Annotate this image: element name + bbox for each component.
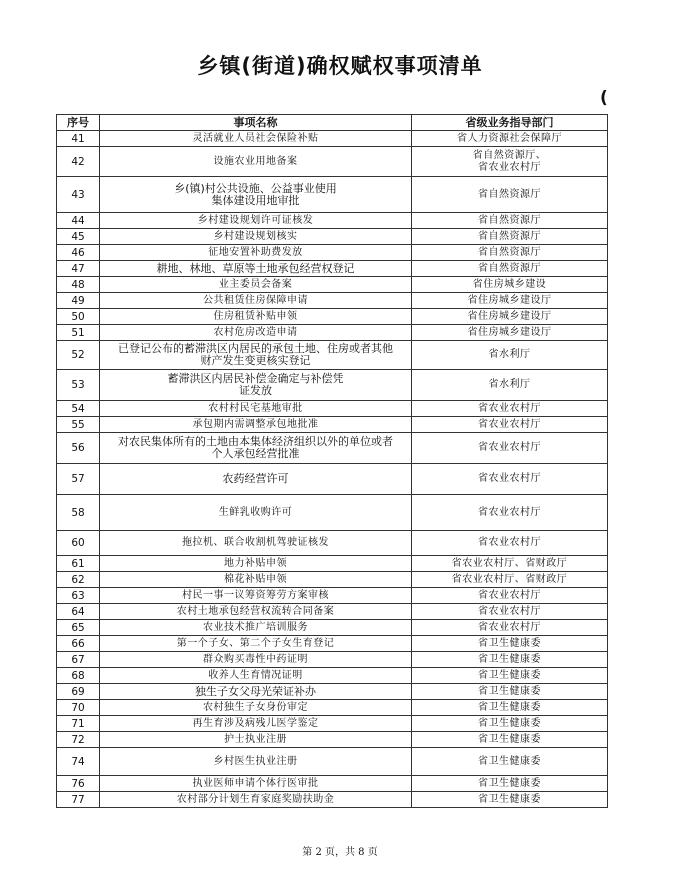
table-row	[57, 636, 608, 652]
row-item-name: 生鲜乳收购许可	[100, 495, 412, 531]
row-number: 57	[57, 464, 100, 495]
row-number: 61	[57, 556, 100, 572]
row-dept: 省农业农村厅、省财政厅	[412, 572, 608, 588]
row-dept: 省农业农村厅	[412, 495, 608, 531]
row-number: 42	[57, 147, 100, 177]
row-item-name: 对农民集体所有的土地由本集体经济组织以外的单位或者 个人承包经营批准	[100, 433, 412, 464]
row-dept: 省卫生健康委	[412, 716, 608, 732]
row-number: 64	[57, 604, 100, 620]
table-row	[57, 588, 608, 604]
row-item-name: 业主委员会备案	[100, 277, 412, 293]
row-item-name: 再生育涉及病残儿医学鉴定	[100, 716, 412, 732]
row-dept: 省水利厅	[412, 341, 608, 370]
row-dept: 省住房城乡建设	[412, 277, 608, 293]
row-dept: 省住房城乡建设厅	[412, 325, 608, 341]
row-dept: 省卫生健康委	[412, 700, 608, 716]
table-row	[57, 433, 608, 464]
row-dept: 省农业农村厅	[412, 588, 608, 604]
table-row	[57, 293, 608, 309]
table-row	[57, 495, 608, 531]
table-row	[57, 464, 608, 495]
row-number: 69	[57, 684, 100, 700]
row-item-name: 农业技术推广培训服务	[100, 620, 412, 636]
row-number: 46	[57, 245, 100, 261]
row-number: 66	[57, 636, 100, 652]
row-item-name: 独生子女父母光荣证补办	[100, 684, 412, 700]
row-number: 71	[57, 716, 100, 732]
row-dept: 省自然资源厅	[412, 229, 608, 245]
row-item-name: 乡(镇)村公共设施、公益事业使用 集体建设用地审批	[100, 177, 412, 213]
header-dept: 省级业务指导部门	[412, 115, 608, 131]
row-number: 54	[57, 401, 100, 417]
table-row	[57, 604, 608, 620]
row-dept: 省自然资源厅	[412, 245, 608, 261]
items-table	[56, 114, 608, 808]
page-title: 乡镇(街道)确权赋权事项清单	[197, 54, 483, 78]
row-number: 62	[57, 572, 100, 588]
row-item-name: 征地安置补助费发放	[100, 245, 412, 261]
table-row	[57, 556, 608, 572]
row-number: 65	[57, 620, 100, 636]
row-item-name: 农村土地承包经营权流转合同备案	[100, 604, 412, 620]
table-row	[57, 792, 608, 808]
table-row	[57, 700, 608, 716]
row-item-name: 灵活就业人员社会保险补贴	[100, 131, 412, 147]
row-item-name: 蓄滞洪区内居民补偿金确定与补偿凭 证发放	[100, 370, 412, 401]
table-row	[57, 776, 608, 792]
row-number: 48	[57, 277, 100, 293]
table-row	[57, 245, 608, 261]
row-item-name: 第一个子女、第二个子女生育登记	[100, 636, 412, 652]
row-dept: 省农业农村厅、省财政厅	[412, 556, 608, 572]
row-number: 70	[57, 700, 100, 716]
row-number: 53	[57, 370, 100, 401]
row-dept: 省卫生健康委	[412, 732, 608, 748]
table-row	[57, 732, 608, 748]
row-item-name: 乡村医生执业注册	[100, 748, 412, 776]
table-row	[57, 261, 608, 277]
row-number: 43	[57, 177, 100, 213]
row-dept: 省农业农村厅	[412, 464, 608, 495]
row-number: 76	[57, 776, 100, 792]
row-number: 72	[57, 732, 100, 748]
row-dept: 省人力资源社会保障厅	[412, 131, 608, 147]
row-number: 45	[57, 229, 100, 245]
row-item-name: 农村部分计划生育家庭奖励扶助金	[100, 792, 412, 808]
row-number: 51	[57, 325, 100, 341]
row-dept: 省住房城乡建设厅	[412, 293, 608, 309]
row-dept: 省农业农村厅	[412, 531, 608, 556]
table-row	[57, 684, 608, 700]
table-row	[57, 309, 608, 325]
table-row	[57, 325, 608, 341]
row-item-name: 拖拉机、联合收割机驾驶证核发	[100, 531, 412, 556]
table-row	[57, 748, 608, 776]
row-number: 74	[57, 748, 100, 776]
row-number: 50	[57, 309, 100, 325]
row-item-name: 公共租赁住房保障申请	[100, 293, 412, 309]
row-number: 55	[57, 417, 100, 433]
row-dept: 省卫生健康委	[412, 748, 608, 776]
table-row	[57, 668, 608, 684]
row-item-name: 乡村建设规划核实	[100, 229, 412, 245]
row-number: 52	[57, 341, 100, 370]
header-no: 序号	[57, 115, 100, 131]
row-dept: 省卫生健康委	[412, 776, 608, 792]
row-dept: 省卫生健康委	[412, 684, 608, 700]
table-row	[57, 213, 608, 229]
row-item-name: 村民一事一议筹资筹劳方案审核	[100, 588, 412, 604]
row-dept: 省农业农村厅	[412, 604, 608, 620]
row-item-name: 农药经营许可	[100, 464, 412, 495]
table-row	[57, 572, 608, 588]
row-item-name: 群众购买毒性中药证明	[100, 652, 412, 668]
row-item-name: 农村危房改造申请	[100, 325, 412, 341]
table-row	[57, 370, 608, 401]
row-item-name: 护士执业注册	[100, 732, 412, 748]
row-dept: 省农业农村厅	[412, 620, 608, 636]
row-item-name: 承包期内需调整承包地批准	[100, 417, 412, 433]
row-dept: 省农业农村厅	[412, 417, 608, 433]
table-row	[57, 401, 608, 417]
row-dept: 省自然资源厅、 省农业农村厅	[412, 147, 608, 177]
row-number: 56	[57, 433, 100, 464]
row-number: 67	[57, 652, 100, 668]
table-row	[57, 716, 608, 732]
row-item-name: 已登记公布的蓄滞洪区内居民的承包土地、住房或者其他 财产发生变更核实登记	[100, 341, 412, 370]
table-row	[57, 177, 608, 213]
row-item-name: 农村村民宅基地审批	[100, 401, 412, 417]
page-footer: 第 2 页，共 8 页	[302, 847, 378, 858]
row-item-name: 设施农业用地备案	[100, 147, 412, 177]
row-number: 68	[57, 668, 100, 684]
row-item-name: 执业医师申请个体行医审批	[100, 776, 412, 792]
table-row	[57, 277, 608, 293]
row-item-name: 棉花补贴申领	[100, 572, 412, 588]
row-number: 77	[57, 792, 100, 808]
row-item-name: 乡村建设规划许可证核发	[100, 213, 412, 229]
row-dept: 省自然资源厅	[412, 177, 608, 213]
row-item-name: 耕地、林地、草原等土地承包经营权登记	[100, 261, 412, 277]
table-row	[57, 147, 608, 177]
row-item-name: 农村独生子女身份审定	[100, 700, 412, 716]
table-row	[57, 417, 608, 433]
row-dept: 省住房城乡建设厅	[412, 309, 608, 325]
row-number: 41	[57, 131, 100, 147]
row-number: 49	[57, 293, 100, 309]
row-dept: 省自然资源厅	[412, 261, 608, 277]
row-dept: 省卫生健康委	[412, 652, 608, 668]
row-number: 47	[57, 261, 100, 277]
header-name: 事项名称	[100, 115, 412, 131]
row-dept: 省卫生健康委	[412, 636, 608, 652]
row-dept: 省自然资源厅	[412, 213, 608, 229]
row-dept: 省卫生健康委	[412, 792, 608, 808]
row-dept: 省农业农村厅	[412, 401, 608, 417]
row-item-name: 收养人生育情况证明	[100, 668, 412, 684]
table-row	[57, 652, 608, 668]
row-number: 60	[57, 531, 100, 556]
row-dept: 省卫生健康委	[412, 668, 608, 684]
row-dept: 省农业农村厅	[412, 433, 608, 464]
table-row	[57, 341, 608, 370]
table-row	[57, 131, 608, 147]
table-row	[57, 620, 608, 636]
row-number: 44	[57, 213, 100, 229]
table-row	[57, 229, 608, 245]
row-item-name: 地力补贴申领	[100, 556, 412, 572]
row-number: 63	[57, 588, 100, 604]
row-dept: 省水利厅	[412, 370, 608, 401]
title-paren-mark: (	[600, 88, 608, 108]
row-item-name: 住房租赁补贴申领	[100, 309, 412, 325]
table-header-row	[57, 115, 608, 131]
table-row	[57, 531, 608, 556]
row-number: 58	[57, 495, 100, 531]
